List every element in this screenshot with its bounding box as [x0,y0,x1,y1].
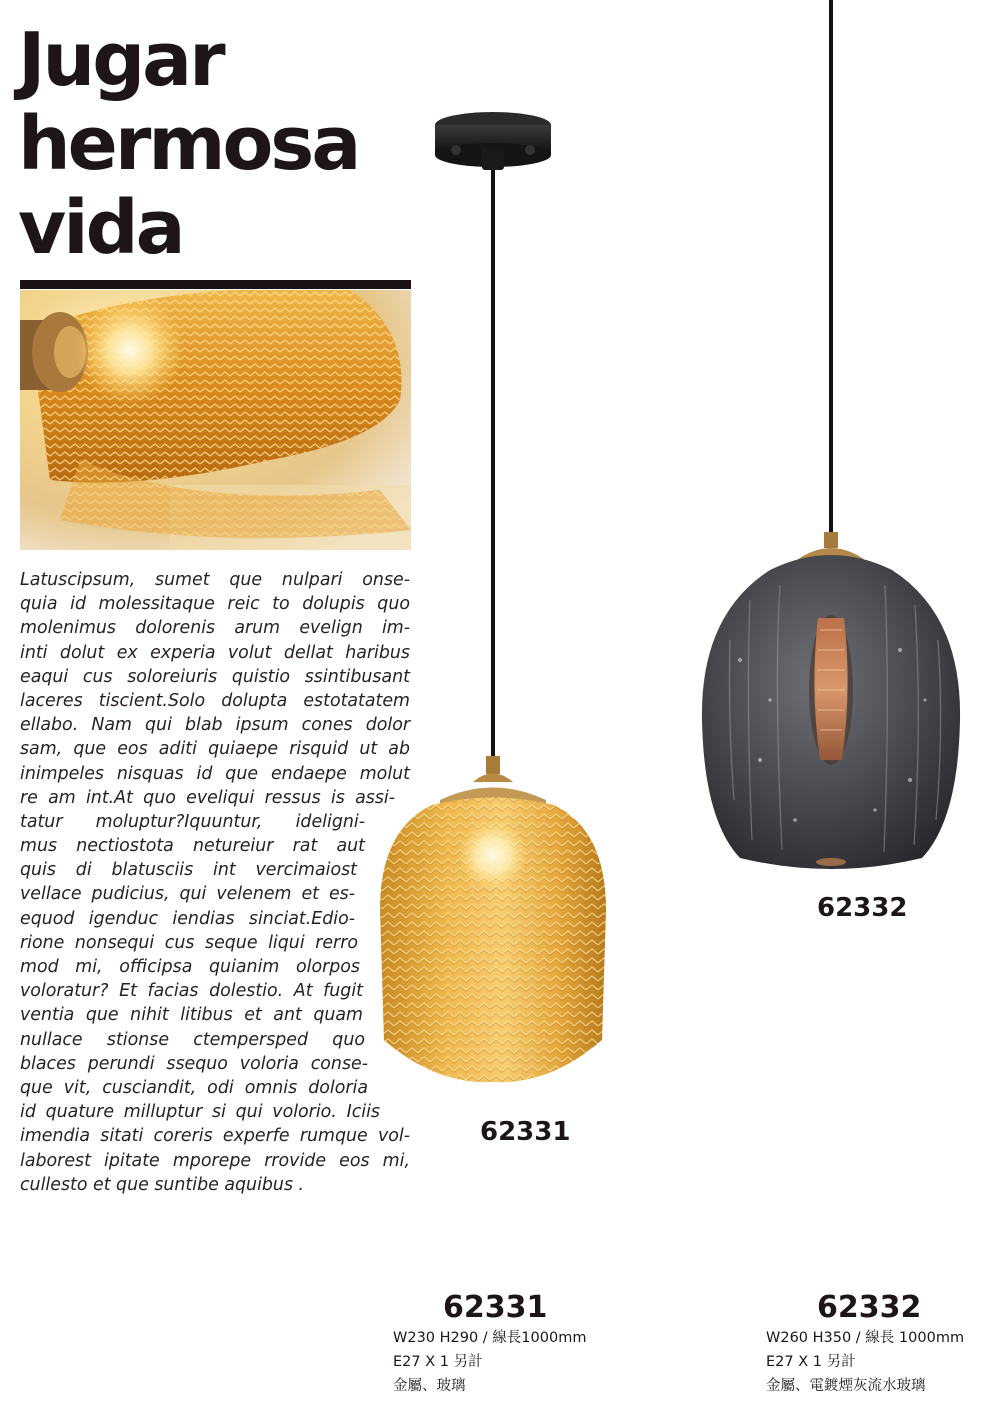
spec-bulb: E27 X 1 另計 [766,1354,856,1370]
spec-code-heading: 62332 [817,1290,922,1325]
body-line: ventia que nihit litibus et ant quam [20,1005,363,1026]
title-line-2: hermosa [18,101,359,187]
body-line: mod mi, officipsa quianim olorpos [20,957,360,977]
spec-material: 金屬、電鍍煙灰流水玻璃 [766,1378,926,1394]
body-line: equod igenduc iendias sinciat.Edio- [20,908,355,929]
body-line: tatur moluptur?Iquuntur, ideligni- [20,811,365,832]
body-line: inti dolut ex experia volut dellat haribus [20,642,410,663]
spec-bulb: E27 X 1 另計 [393,1354,483,1370]
body-line: vellace pudicius, qui velenem et es- [20,884,355,905]
title-line-3: vida [18,185,183,271]
body-line: laborest ipitate mporepe rrovide eos mi, [20,1150,410,1171]
body-line: quia id molessitaque reic to dolupis quo [20,594,410,615]
body-line: Latuscipsum, sumet que nulpari onse- [20,570,410,590]
body-paragraph [20,568,410,1197]
body-line: blaces perundi ssequo voloria conse- [20,1053,368,1074]
body-line: molenimus dolorenis arum evelign im- [20,618,410,639]
body-line: rione nonsequi cus seque liqui rerro [20,932,358,953]
title-line-1: Jugar [18,17,223,103]
body-line: quis di blatusciis int vercimaiost [20,860,357,881]
body-line: sam, que eos aditi quiaepe risquid ut ab [20,739,410,760]
body-line: voloratur? Et facias dolestio. At fugit [20,981,363,1002]
body-line: cullesto et que suntibe aquibus . [20,1174,305,1195]
title-divider [20,280,411,289]
spec-block-62332 [766,1326,964,1398]
product-code-label: 62332 [817,893,908,923]
body-line: inimpeles nisquas id que endaepe molut [20,763,410,784]
smoke-pendant-lamp-image [700,0,970,880]
spec-code-heading: 62331 [443,1290,548,1325]
spec-dimensions: W260 H350 / 線長 1000mm [766,1330,965,1346]
spec-block-62331 [393,1326,586,1398]
body-line: nullace stionse ctempersped quo [20,1029,365,1050]
body-line: laceres tiscient.Solo dolupta estotatatem [20,690,410,711]
product-code-label: 62331 [480,1117,571,1147]
body-line: que vit, cusciandit, odi omnis doloria [20,1077,368,1098]
spec-dimensions: W230 H290 / 線長1000mm [393,1330,587,1346]
body-line: re am int.At quo eveliqui ressus is assi- [20,787,395,808]
body-line: ellabo. Nam qui blab ipsum cones dolor [20,715,410,736]
spec-material: 金屬、玻璃 [393,1378,466,1394]
amber-pendant-lamp-image [370,110,620,1090]
body-line: imendia sitati coreris experfe rumque vol- [20,1126,410,1147]
amber-glass-closeup-photo [20,290,411,550]
body-line: mus nectiostota netureiur rat aut [20,836,365,857]
body-line: eaqui cus soloreiuris quistio ssintibusant [20,666,410,687]
body-line: id quature milluptur si qui volorio. Iciis [20,1102,380,1123]
